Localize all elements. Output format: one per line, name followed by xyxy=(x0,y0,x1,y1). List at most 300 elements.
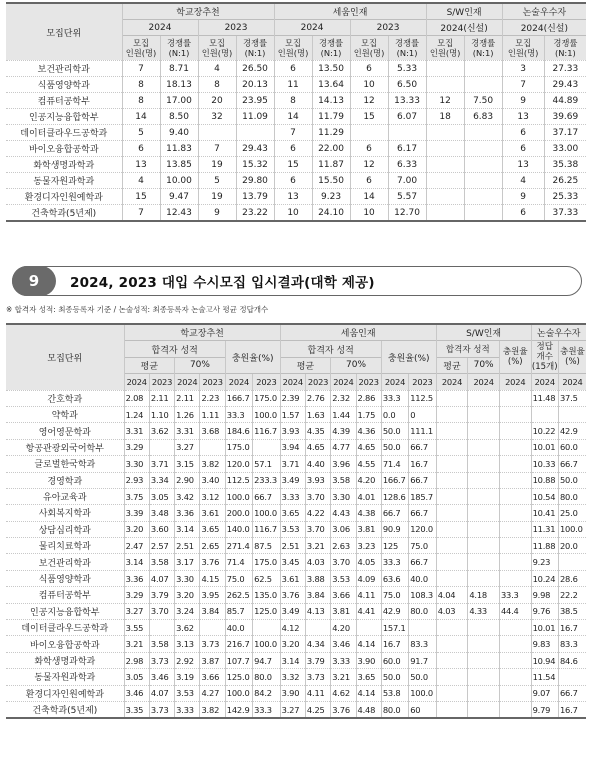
data-cell: 3.84 xyxy=(305,587,330,603)
data-cell: 3 xyxy=(502,61,544,77)
data-cell: 10.00 xyxy=(160,173,198,189)
data-cell: 4.39 xyxy=(331,423,356,439)
group-header: 세움인재 xyxy=(274,3,426,20)
table-row xyxy=(6,505,586,521)
data-cell: 4.03 xyxy=(305,554,330,570)
year-header: 2024(신설) xyxy=(426,20,502,36)
data-cell: 3.48 xyxy=(149,505,174,521)
year-header: 2023 xyxy=(198,20,274,36)
data-cell: 3.20 xyxy=(124,521,149,537)
data-cell: 50.0 xyxy=(409,669,436,685)
sub-header: 경쟁률 (N:1) xyxy=(388,36,426,61)
sub-header: 모집 인원(명) xyxy=(198,36,236,61)
table-row xyxy=(6,125,586,141)
data-cell: 3.75 xyxy=(124,488,149,504)
data-cell: 71.4 xyxy=(381,456,408,472)
data-cell xyxy=(436,406,468,422)
data-cell xyxy=(436,570,468,586)
data-cell: 271.4 xyxy=(225,538,252,554)
data-cell: 4.35 xyxy=(305,423,330,439)
year-header: 2023 xyxy=(253,374,280,390)
data-cell: 10.01 xyxy=(531,439,558,455)
data-cell: 2.23 xyxy=(200,390,225,406)
data-cell: 3.53 xyxy=(331,570,356,586)
data-cell xyxy=(499,439,531,455)
table-row xyxy=(6,521,586,537)
data-cell: 100.0 xyxy=(253,505,280,521)
sw-chungwon-header xyxy=(499,341,531,374)
data-cell: 23.22 xyxy=(236,205,274,222)
year-header: 2024 xyxy=(122,20,198,36)
data-cell: 11 xyxy=(274,77,312,93)
data-cell: 16.7 xyxy=(558,620,586,636)
data-cell: 6 xyxy=(502,205,544,222)
data-cell: 120.0 xyxy=(409,521,436,537)
answer-count-header xyxy=(531,341,558,374)
data-cell xyxy=(531,406,558,422)
data-cell: 112.5 xyxy=(409,390,436,406)
data-cell xyxy=(499,406,531,422)
data-cell: 3.21 xyxy=(305,538,330,554)
data-cell xyxy=(236,125,274,141)
answer-count-l1: 정답 xyxy=(536,342,553,353)
data-cell: 166.7 xyxy=(225,390,252,406)
data-cell xyxy=(499,456,531,472)
group-header: 논술우수자 xyxy=(502,3,586,20)
data-cell xyxy=(468,488,500,504)
data-cell: 15.50 xyxy=(312,173,350,189)
year-header: 2023 xyxy=(350,20,426,36)
data-cell: 4.41 xyxy=(356,603,381,619)
data-cell: 7 xyxy=(122,205,160,222)
year-header: 2024 xyxy=(225,374,252,390)
data-cell: 19 xyxy=(198,157,236,173)
data-cell xyxy=(468,521,500,537)
data-cell: 100.0 xyxy=(225,685,252,701)
data-cell: 4.15 xyxy=(200,570,225,586)
data-cell: 84.2 xyxy=(253,685,280,701)
p70-header: 70% xyxy=(468,357,500,373)
data-cell: 3.58 xyxy=(149,554,174,570)
data-cell: 3.34 xyxy=(149,472,174,488)
data-cell xyxy=(464,61,502,77)
data-cell: 3.96 xyxy=(331,456,356,472)
data-cell: 8 xyxy=(122,93,160,109)
data-cell: 3.30 xyxy=(175,570,200,586)
data-cell: 66.7 xyxy=(409,505,436,521)
data-cell: 12 xyxy=(350,93,388,109)
data-cell: 44.4 xyxy=(499,603,531,619)
data-cell: 33.3 xyxy=(381,554,408,570)
data-cell: 3.62 xyxy=(175,620,200,636)
row-label: 바이오융합공학과 xyxy=(6,636,124,652)
data-cell: 75.0 xyxy=(381,587,408,603)
data-cell: 0.0 xyxy=(381,406,408,422)
data-cell: 3.30 xyxy=(331,488,356,504)
data-cell: 3.73 xyxy=(305,669,330,685)
data-cell: 6 xyxy=(274,61,312,77)
data-cell: 37.17 xyxy=(544,125,586,141)
data-cell: 25.33 xyxy=(544,189,586,205)
data-cell xyxy=(436,505,468,521)
data-cell: 125.0 xyxy=(225,669,252,685)
data-cell: 7 xyxy=(198,141,236,157)
data-cell: 4.25 xyxy=(305,701,330,718)
data-cell: 10.01 xyxy=(531,620,558,636)
data-cell xyxy=(499,685,531,701)
data-cell: 3.68 xyxy=(200,423,225,439)
data-cell xyxy=(200,620,225,636)
data-cell xyxy=(464,157,502,173)
data-cell: 3.32 xyxy=(280,669,305,685)
data-cell: 66.7 xyxy=(253,488,280,504)
row-label: 환경디자인원예학과 xyxy=(6,189,122,205)
data-cell: 120.0 xyxy=(225,456,252,472)
data-cell xyxy=(426,205,464,222)
data-cell: 3.79 xyxy=(149,587,174,603)
data-cell: 11.09 xyxy=(236,109,274,125)
data-cell: 9.79 xyxy=(531,701,558,718)
data-cell xyxy=(436,652,468,668)
row-label: 간호학과 xyxy=(6,390,124,406)
data-cell: 4.65 xyxy=(305,439,330,455)
data-cell: 3.84 xyxy=(200,603,225,619)
data-cell: 13 xyxy=(122,157,160,173)
data-cell: 6 xyxy=(350,173,388,189)
row-label: 인공지능융합학부 xyxy=(6,109,122,125)
data-cell: 3.70 xyxy=(331,554,356,570)
year-header: 2023 xyxy=(409,374,436,390)
data-cell: 29.80 xyxy=(236,173,274,189)
data-cell: 14.13 xyxy=(312,93,350,109)
data-cell xyxy=(436,554,468,570)
data-cell: 37.5 xyxy=(558,390,586,406)
data-cell: 3.20 xyxy=(175,587,200,603)
data-cell: 33.3 xyxy=(225,406,252,422)
data-cell xyxy=(426,61,464,77)
table-row xyxy=(6,141,586,157)
data-cell: 83.3 xyxy=(409,636,436,652)
group-header: 세움인재 xyxy=(280,324,436,341)
table-row xyxy=(6,554,586,570)
sub-header: 경쟁률 (N:1) xyxy=(160,36,198,61)
year-header: 2024 xyxy=(274,20,350,36)
data-cell: 112.5 xyxy=(225,472,252,488)
data-cell: 87.5 xyxy=(253,538,280,554)
data-cell: 5 xyxy=(198,173,236,189)
data-cell: 7 xyxy=(502,77,544,93)
sw-score-header: 합격자 성적 xyxy=(436,341,499,357)
data-cell: 4.43 xyxy=(331,505,356,521)
data-cell: 3.71 xyxy=(149,456,174,472)
data-cell: 3.42 xyxy=(175,488,200,504)
data-cell: 3.35 xyxy=(124,701,149,718)
data-cell: 3.33 xyxy=(331,652,356,668)
data-cell xyxy=(356,620,381,636)
data-cell: 10 xyxy=(350,205,388,222)
data-cell: 66.7 xyxy=(558,685,586,701)
data-cell: 4.12 xyxy=(280,620,305,636)
essay-chungwon-l2: (%) xyxy=(565,357,580,368)
data-cell: 4.07 xyxy=(149,570,174,586)
answer-count-l3: (15개) xyxy=(531,362,558,373)
data-cell: 4.09 xyxy=(356,570,381,586)
row-label: 보건관리학과 xyxy=(6,61,122,77)
data-cell: 3.93 xyxy=(280,423,305,439)
year-header: 2024 xyxy=(558,374,586,390)
data-cell: 50.0 xyxy=(381,439,408,455)
data-cell: 3.76 xyxy=(200,554,225,570)
table-row xyxy=(6,652,586,668)
row-label: 동물자원과학과 xyxy=(6,173,122,189)
table-row xyxy=(6,472,586,488)
data-cell: 10 xyxy=(350,77,388,93)
data-cell: 37.33 xyxy=(544,205,586,222)
data-cell: 3.94 xyxy=(280,439,305,455)
data-cell: 107.7 xyxy=(225,652,252,668)
data-cell: 4.05 xyxy=(356,554,381,570)
data-cell: 12 xyxy=(350,157,388,173)
data-cell: 216.7 xyxy=(225,636,252,652)
essay-chungwon-l1: 충원율 xyxy=(560,347,585,358)
data-cell: 85.7 xyxy=(225,603,252,619)
competition-rate-table xyxy=(6,2,586,222)
data-cell: 66.7 xyxy=(381,505,408,521)
data-cell: 3.13 xyxy=(175,636,200,652)
data-cell: 8.50 xyxy=(160,109,198,125)
data-cell xyxy=(468,423,500,439)
data-cell: 2.65 xyxy=(200,538,225,554)
data-cell: 3.70 xyxy=(149,603,174,619)
data-cell xyxy=(468,456,500,472)
data-cell: 3.14 xyxy=(280,652,305,668)
data-cell: 6 xyxy=(350,61,388,77)
data-cell: 100.0 xyxy=(253,636,280,652)
data-cell: 2.90 xyxy=(175,472,200,488)
data-cell: 8 xyxy=(274,93,312,109)
year-header: 2024(신설) xyxy=(502,20,586,36)
year-header: 2023 xyxy=(149,374,174,390)
sub-header: 경쟁률 (N:1) xyxy=(312,36,350,61)
data-cell xyxy=(468,701,500,718)
data-cell: 3.61 xyxy=(280,570,305,586)
data-cell: 128.6 xyxy=(381,488,408,504)
data-cell: 2.63 xyxy=(331,538,356,554)
data-cell: 175.0 xyxy=(253,554,280,570)
row-label: 동물자원과학과 xyxy=(6,669,124,685)
data-cell: 3.24 xyxy=(175,603,200,619)
data-cell: 3.53 xyxy=(175,685,200,701)
data-cell: 4.34 xyxy=(305,636,330,652)
table-row xyxy=(6,685,586,701)
data-cell: 3.79 xyxy=(305,652,330,668)
data-cell: 3.21 xyxy=(124,636,149,652)
data-cell: 18 xyxy=(426,109,464,125)
data-cell: 3.33 xyxy=(280,488,305,504)
data-cell xyxy=(499,652,531,668)
data-cell: 4 xyxy=(198,61,236,77)
data-cell: 3.21 xyxy=(331,669,356,685)
data-cell: 4.33 xyxy=(468,603,500,619)
data-cell: 2.51 xyxy=(280,538,305,554)
score-header: 합격자 성적 xyxy=(280,341,381,357)
data-cell: 15.32 xyxy=(236,157,274,173)
table-row xyxy=(6,109,586,125)
data-cell: 6 xyxy=(274,141,312,157)
data-cell: 4.65 xyxy=(356,439,381,455)
table-row xyxy=(6,173,586,189)
score-header: 합격자 성적 xyxy=(124,341,225,357)
data-cell: 3.30 xyxy=(124,456,149,472)
year-header: 2024 xyxy=(175,374,200,390)
footnote: ※ 합격자 성적: 최종등록자 기준 / 논술성적: 최종등록자 논술고사 평균 정답개수 xyxy=(6,305,269,314)
data-cell: 12.43 xyxy=(160,205,198,222)
data-cell xyxy=(468,505,500,521)
data-cell: 24.10 xyxy=(312,205,350,222)
data-cell: 3.27 xyxy=(124,603,149,619)
data-cell: 9.07 xyxy=(531,685,558,701)
data-cell xyxy=(464,77,502,93)
data-cell: 111.1 xyxy=(409,423,436,439)
data-cell: 11.31 xyxy=(531,521,558,537)
data-cell xyxy=(558,669,586,685)
section-banner xyxy=(12,266,582,296)
data-cell: 80.0 xyxy=(253,669,280,685)
data-cell: 4.62 xyxy=(331,685,356,701)
data-cell: 26.25 xyxy=(544,173,586,189)
sw-chungwon-l2: (%) xyxy=(507,357,523,368)
data-cell: 4.20 xyxy=(356,472,381,488)
data-cell: 10.88 xyxy=(531,472,558,488)
data-cell: 25.0 xyxy=(558,505,586,521)
data-cell: 38.5 xyxy=(558,603,586,619)
data-cell: 3.90 xyxy=(356,652,381,668)
data-cell xyxy=(499,554,531,570)
data-cell: 3.29 xyxy=(124,587,149,603)
data-cell: 3.53 xyxy=(280,521,305,537)
table-row xyxy=(6,157,586,173)
data-cell xyxy=(499,570,531,586)
table-row xyxy=(6,423,586,439)
sub-header: 모집 인원(명) xyxy=(274,36,312,61)
data-cell: 9.76 xyxy=(531,603,558,619)
data-cell: 4.03 xyxy=(436,603,468,619)
data-cell: 3.65 xyxy=(356,669,381,685)
data-cell xyxy=(468,669,500,685)
data-cell: 13 xyxy=(502,109,544,125)
data-cell xyxy=(468,570,500,586)
data-cell xyxy=(198,125,236,141)
data-cell: 3.31 xyxy=(124,423,149,439)
data-cell: 7 xyxy=(274,125,312,141)
data-cell: 3.06 xyxy=(331,521,356,537)
data-cell: 22.2 xyxy=(558,587,586,603)
row-label: 경영학과 xyxy=(6,472,124,488)
data-cell: 5.57 xyxy=(388,189,426,205)
data-cell: 13.33 xyxy=(388,93,426,109)
sub-header: 경쟁률 (N:1) xyxy=(544,36,586,61)
data-cell: 3.46 xyxy=(124,685,149,701)
section-number: 9 xyxy=(12,266,56,296)
table-row xyxy=(6,439,586,455)
data-cell: 3.58 xyxy=(149,636,174,652)
data-cell xyxy=(499,423,531,439)
avg-header: 평균 xyxy=(124,357,175,373)
data-cell: 20.0 xyxy=(558,538,586,554)
sub-header: 모집 인원(명) xyxy=(426,36,464,61)
data-cell: 185.7 xyxy=(409,488,436,504)
table-row xyxy=(6,701,586,718)
data-cell: 29.43 xyxy=(236,141,274,157)
data-cell: 3.05 xyxy=(149,488,174,504)
data-cell: 4.01 xyxy=(356,488,381,504)
data-cell xyxy=(426,141,464,157)
data-cell: 28.6 xyxy=(558,570,586,586)
data-cell: 62.5 xyxy=(253,570,280,586)
data-cell: 15 xyxy=(274,157,312,173)
data-cell: 8.71 xyxy=(160,61,198,77)
data-cell: 4.40 xyxy=(305,456,330,472)
data-cell: 100.0 xyxy=(409,685,436,701)
data-cell xyxy=(499,472,531,488)
data-cell xyxy=(499,620,531,636)
data-cell: 20 xyxy=(198,93,236,109)
table-row xyxy=(6,390,586,406)
data-cell: 1.24 xyxy=(124,406,149,422)
data-cell: 2.57 xyxy=(149,538,174,554)
data-cell: 3.70 xyxy=(305,521,330,537)
data-cell: 4.48 xyxy=(356,701,381,718)
row-label: 약학과 xyxy=(6,406,124,422)
data-cell: 4.11 xyxy=(305,685,330,701)
year-header: 2024 xyxy=(381,374,408,390)
data-cell: 4.13 xyxy=(305,603,330,619)
data-cell: 4.07 xyxy=(149,685,174,701)
data-cell xyxy=(499,521,531,537)
data-cell: 4.22 xyxy=(305,505,330,521)
data-cell: 50.0 xyxy=(381,669,408,685)
data-cell: 3.65 xyxy=(280,505,305,521)
data-cell: 29.43 xyxy=(544,77,586,93)
data-cell: 11.87 xyxy=(312,157,350,173)
data-cell: 1.57 xyxy=(280,406,305,422)
year-header: 2024 xyxy=(499,374,531,390)
data-cell: 3.31 xyxy=(175,423,200,439)
row-label: 컴퓨터공학부 xyxy=(6,587,124,603)
sub-header: 모집 인원(명) xyxy=(350,36,388,61)
data-cell xyxy=(499,488,531,504)
data-cell: 3.36 xyxy=(175,505,200,521)
year-header: 2024 xyxy=(280,374,305,390)
data-cell: 200.0 xyxy=(225,505,252,521)
unit-header: 모집단위 xyxy=(6,3,122,61)
data-cell: 7 xyxy=(122,61,160,77)
data-cell: 3.70 xyxy=(305,488,330,504)
data-cell: 2.51 xyxy=(175,538,200,554)
data-cell: 166.7 xyxy=(381,472,408,488)
data-cell: 4.36 xyxy=(356,423,381,439)
data-cell: 6 xyxy=(502,125,544,141)
data-cell xyxy=(468,652,500,668)
table-row xyxy=(6,620,586,636)
data-cell: 3.45 xyxy=(280,554,305,570)
row-label: 보건관리학과 xyxy=(6,554,124,570)
table-row xyxy=(6,570,586,586)
sub-header: 모집 인원(명) xyxy=(122,36,160,61)
data-cell: 90.9 xyxy=(381,521,408,537)
data-cell: 2.93 xyxy=(124,472,149,488)
section-title: 2024, 2023 대입 수시모집 입시결과(대학 제공) xyxy=(70,275,375,291)
